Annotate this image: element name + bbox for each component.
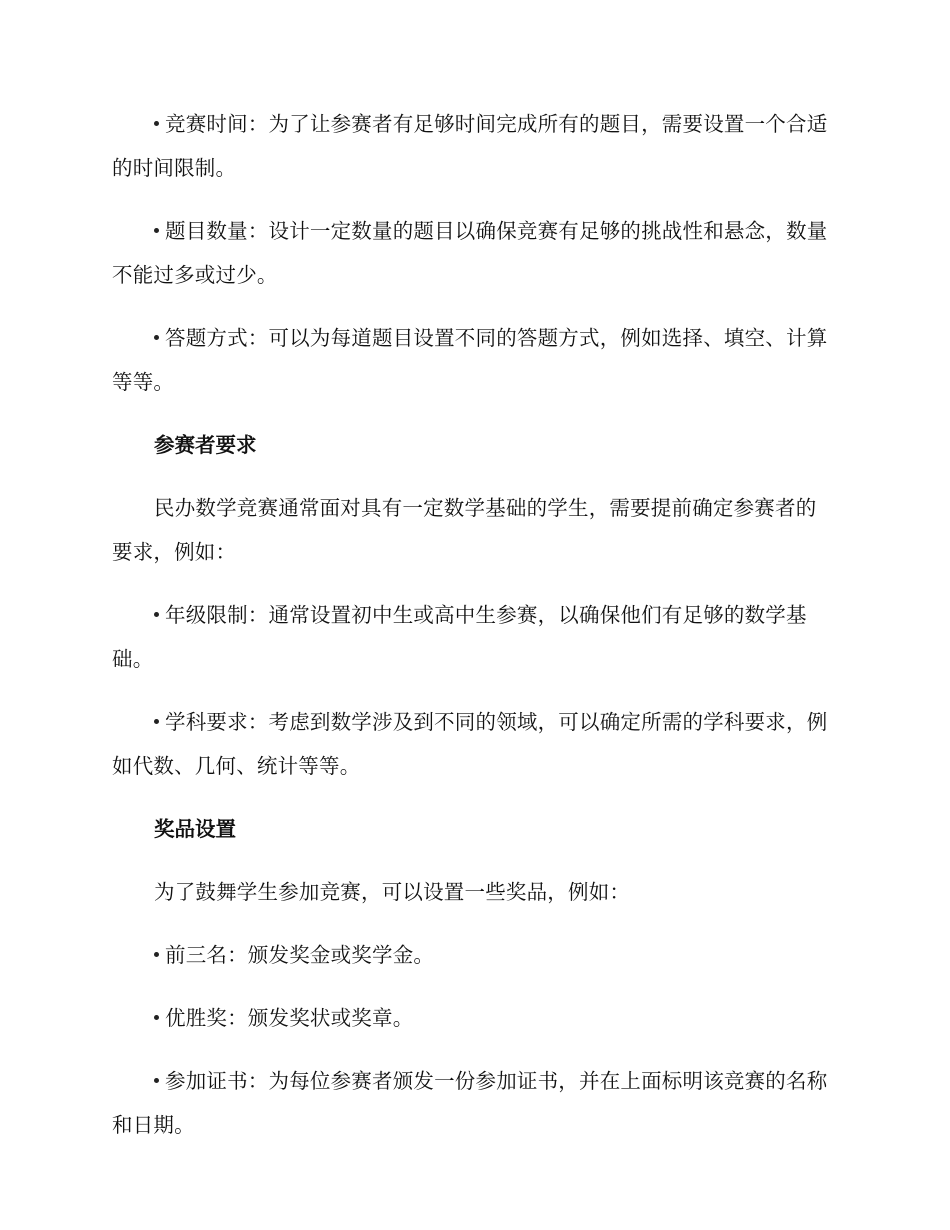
bullet-text: 优胜奖：颁发奖状或奖章。 [165, 1006, 414, 1030]
section-heading-participant-requirements: 参赛者要求 [154, 433, 257, 457]
bullet-item-contest-time [112, 102, 832, 190]
bullet-text: 年级限制：通常设置初中生或高中生参赛，以确保他们有足够的数学基础。 [112, 603, 807, 671]
bullet-item-grade-limit [112, 593, 832, 681]
bullet-dot-icon [154, 710, 165, 734]
bullet-dot-icon [154, 603, 165, 627]
bullet-dot-icon [154, 112, 165, 136]
bullet-item-participation-certificate [112, 1059, 832, 1147]
bullet-text: 竞赛时间：为了让参赛者有足够时间完成所有的题目，需要设置一个合适的时间限制。 [112, 112, 828, 180]
bullet-dot-icon [154, 326, 165, 350]
bullet-dot-icon [154, 219, 165, 243]
paragraph-prizes-intro: 为了鼓舞学生参加竞赛，可以设置一些奖品，例如： [154, 880, 631, 904]
bullet-item-excellence-award [112, 996, 832, 1040]
bullet-dot-icon [154, 1006, 165, 1030]
bullet-dot-icon [154, 943, 165, 967]
document-page [112, 102, 832, 1166]
bullet-text: 学科要求：考虑到数学涉及到不同的领域，可以确定所需的学科要求，例如代数、几何、统计等等。 [112, 710, 828, 778]
bullet-text: 答题方式：可以为每道题目设置不同的答题方式，例如选择、填空、计算等等。 [112, 326, 828, 394]
bullet-item-subject-requirements [112, 700, 832, 788]
bullet-item-answer-mode [112, 316, 832, 404]
bullet-dot-icon [154, 1069, 165, 1093]
paragraph-participant-intro: 民办数学竞赛通常面对具有一定数学基础的学生，需要提前确定参赛者的要求，例如： [112, 496, 817, 564]
bullet-item-question-count [112, 209, 832, 297]
bullet-item-top-three [112, 933, 832, 977]
bullet-text: 参加证书：为每位参赛者颁发一份参加证书，并在上面标明该竞赛的名称和日期。 [112, 1069, 828, 1137]
bullet-text: 题目数量：设计一定数量的题目以确保竞赛有足够的挑战性和悬念，数量不能过多或过少。 [112, 219, 828, 287]
section-heading-prizes: 奖品设置 [154, 817, 236, 841]
bullet-text: 前三名：颁发奖金或奖学金。 [165, 943, 435, 967]
